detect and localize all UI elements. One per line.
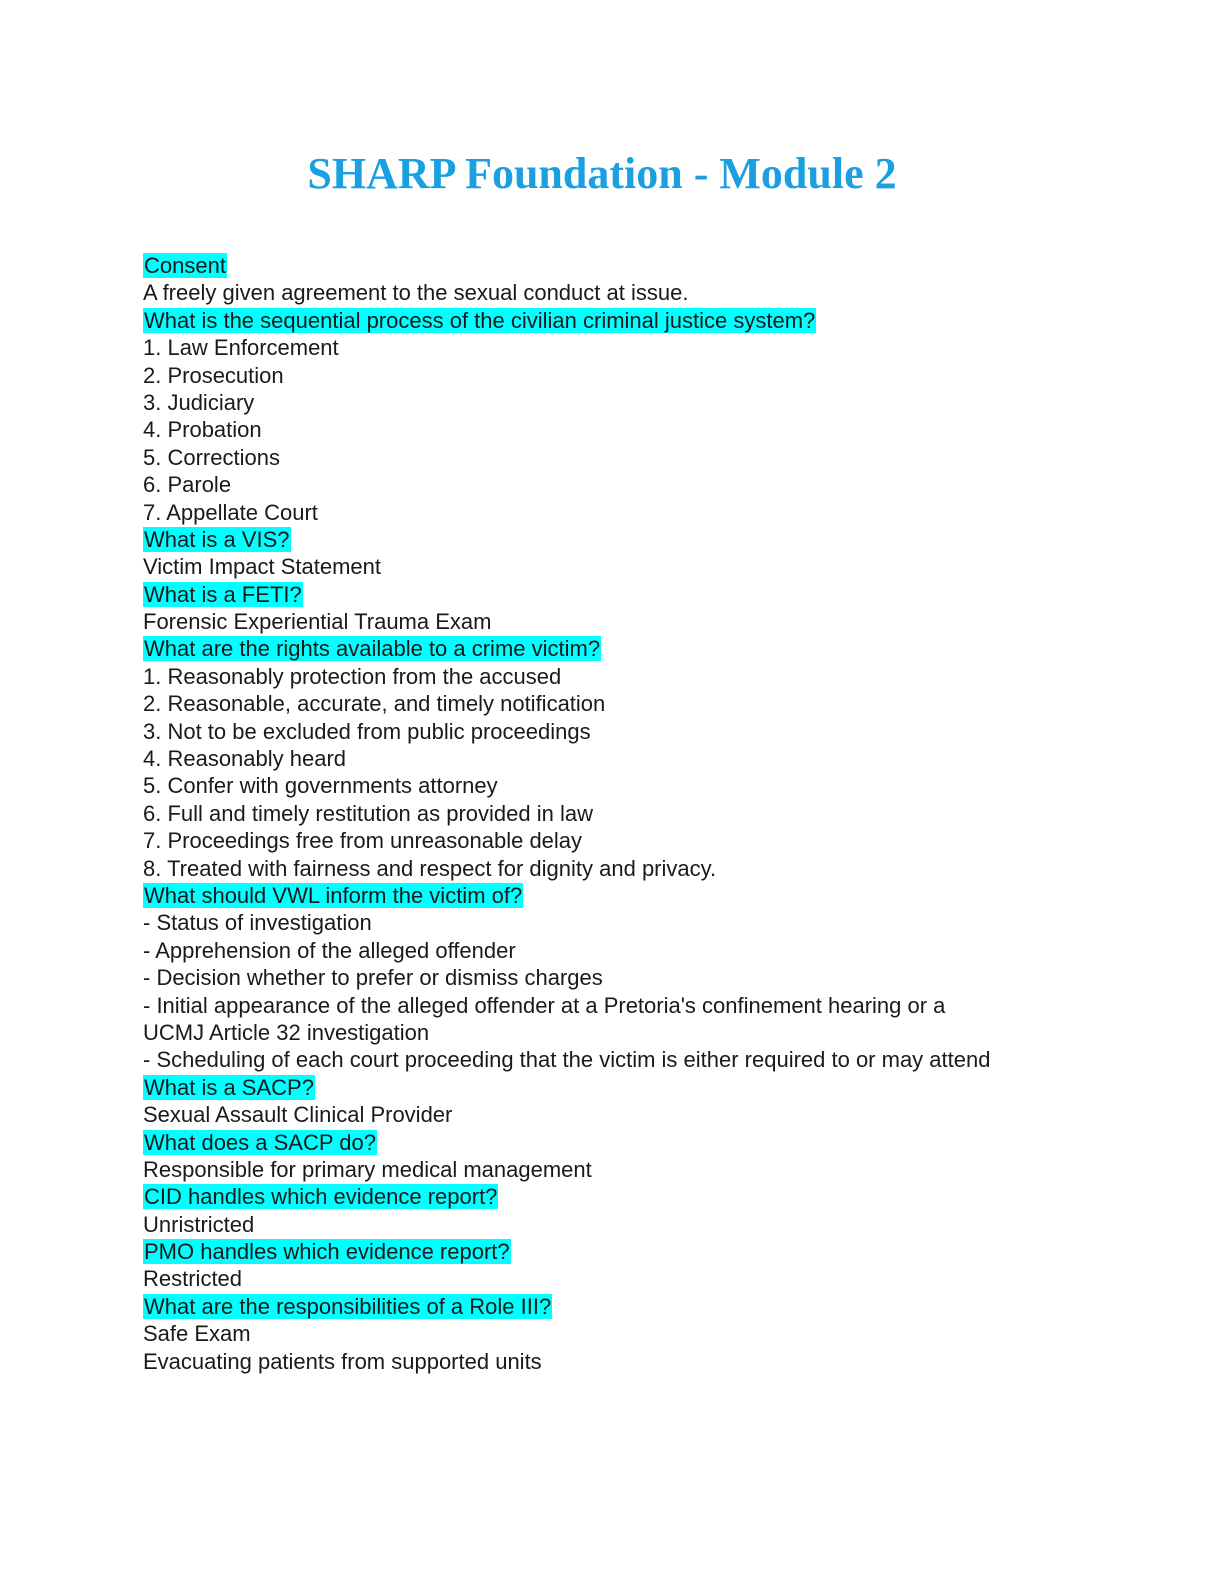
answer-text: - Apprehension of the alleged offender <box>143 937 516 963</box>
answer-text: Forensic Experiential Trauma Exam <box>143 609 492 635</box>
answer-line <box>143 690 1143 717</box>
question-line <box>143 1129 1143 1156</box>
answer-line <box>143 992 1143 1019</box>
question-text: What is the sequential process of the civilian criminal justice system? <box>144 307 816 333</box>
answer-line <box>143 499 1143 526</box>
answer-line <box>143 334 1143 361</box>
answer-line <box>143 416 1143 443</box>
answer-line <box>143 827 1143 854</box>
question-text: What is a SACP? <box>144 1074 314 1100</box>
answer-line <box>143 1265 1143 1292</box>
answer-text: UCMJ Article 32 investigation <box>143 1019 430 1045</box>
question-line <box>143 307 1143 334</box>
answer-text: 5. Confer with governments attorney <box>143 773 498 799</box>
answer-text: Victim Impact Statement <box>143 554 382 580</box>
answer-text: 6. Parole <box>143 472 232 498</box>
answer-text: 2. Reasonable, accurate, and timely notification <box>143 691 606 717</box>
answer-line <box>143 718 1143 745</box>
answer-text: 2. Prosecution <box>143 362 284 388</box>
answer-text: 4. Probation <box>143 417 262 443</box>
question-line <box>143 1074 1143 1101</box>
answer-text: - Decision whether to prefer or dismiss charges <box>143 965 603 991</box>
answer-line <box>143 1320 1143 1347</box>
answer-text: Restricted <box>143 1266 243 1292</box>
answer-text: A freely given agreement to the sexual conduct at issue. <box>143 280 689 306</box>
answer-text: Safe Exam <box>143 1321 251 1347</box>
question-text: What are the responsibilities of a Role III? <box>144 1293 552 1319</box>
document-body <box>143 252 1143 1375</box>
question-text: Consent <box>144 253 226 278</box>
answer-text: 3. Not to be excluded from public proceedings <box>143 718 591 744</box>
answer-text: 1. Law Enforcement <box>143 335 339 361</box>
answer-line <box>143 772 1143 799</box>
answer-text: 6. Full and timely restitution as provided in law <box>143 800 593 826</box>
answer-line <box>143 1019 1143 1046</box>
answer-line <box>143 1156 1143 1183</box>
question-line <box>143 882 1143 909</box>
answer-line <box>143 909 1143 936</box>
answer-text: 1. Reasonably protection from the accused <box>143 663 562 689</box>
question-text: What are the rights available to a crime victim? <box>144 636 601 662</box>
answer-text: 3. Judiciary <box>143 389 255 415</box>
question-line <box>143 581 1143 608</box>
answer-line <box>143 800 1143 827</box>
answer-text: Sexual Assault Clinical Provider <box>143 1102 453 1128</box>
answer-line <box>143 855 1143 882</box>
answer-text: 7. Proceedings free from unreasonable delay <box>143 828 583 854</box>
answer-line <box>143 964 1143 991</box>
answer-line <box>143 471 1143 498</box>
answer-line <box>143 1101 1143 1128</box>
question-text: What is a FETI? <box>144 581 302 607</box>
answer-text: 4. Reasonably heard <box>143 746 347 772</box>
question-line <box>143 526 1143 553</box>
answer-line <box>143 362 1143 389</box>
answer-text: - Scheduling of each court proceeding that the victim is either required to or may attend <box>143 1047 991 1073</box>
question-line <box>143 1238 1143 1265</box>
answer-text: - Status of investigation <box>143 910 372 936</box>
answer-line <box>143 444 1143 471</box>
answer-line <box>143 663 1143 690</box>
answer-text: - Initial appearance of the alleged offender at a Pretoria's confinement hearing or a <box>143 992 946 1018</box>
answer-text: Responsible for primary medical management <box>143 1156 592 1182</box>
answer-line <box>143 608 1143 635</box>
answer-text: 7. Appellate Court <box>143 499 318 525</box>
question-text: What does a SACP do? <box>144 1129 376 1155</box>
answer-line <box>143 937 1143 964</box>
page-title: SHARP Foundation - Module 2 <box>307 149 897 198</box>
question-text: PMO handles which evidence report? <box>144 1239 510 1265</box>
answer-text: Evacuating patients from supported units <box>143 1348 542 1374</box>
answer-text: 8. Treated with fairness and respect for dignity and privacy. <box>143 855 717 881</box>
answer-line <box>143 553 1143 580</box>
answer-line <box>143 389 1143 416</box>
answer-line <box>143 1348 1143 1375</box>
question-text: What should VWL inform the victim of? <box>144 882 523 908</box>
answer-line <box>143 745 1143 772</box>
answer-text: Unristricted <box>143 1211 255 1237</box>
answer-text: 5. Corrections <box>143 444 280 470</box>
answer-line <box>143 1046 1143 1073</box>
answer-line <box>143 279 1143 306</box>
question-line <box>143 1293 1143 1320</box>
question-line <box>143 635 1143 662</box>
question-text: What is a VIS? <box>144 526 290 552</box>
answer-line <box>143 1211 1143 1238</box>
question-line <box>143 1183 1143 1210</box>
question-line <box>143 252 1143 279</box>
question-text: CID handles which evidence report? <box>144 1184 498 1210</box>
